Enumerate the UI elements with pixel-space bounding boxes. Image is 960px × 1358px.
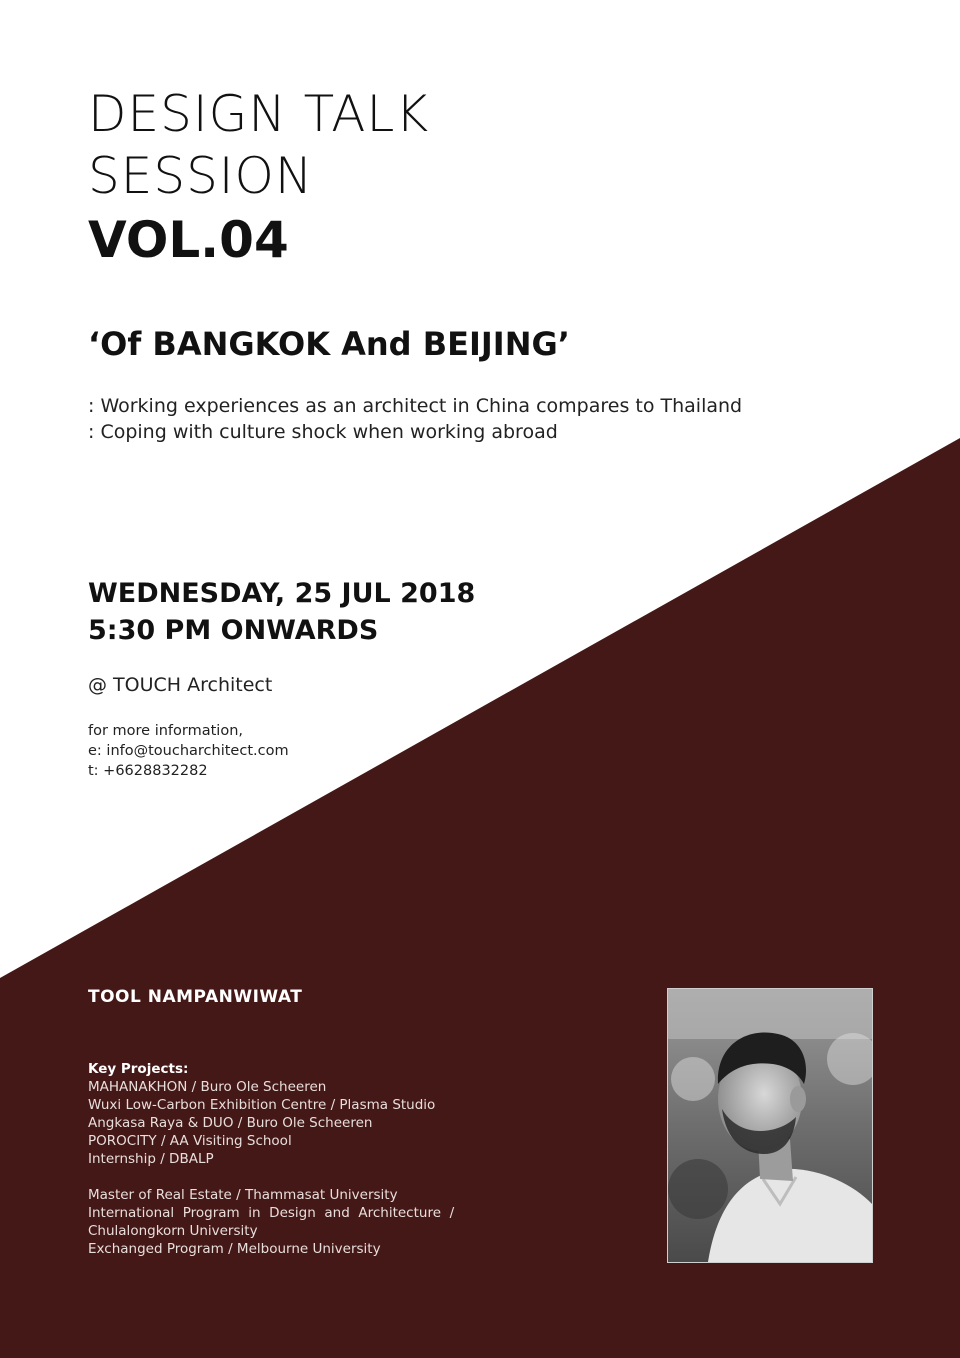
key-projects-heading: Key Projects:	[88, 1061, 189, 1077]
topic-item-1: : Working experiences as an architect in China compares to Thailand	[88, 395, 743, 417]
volume-label: VOL.04	[88, 211, 289, 269]
topic-item-2: : Coping with culture shock when working abroad	[88, 421, 558, 443]
education-item: Chulalongkorn University	[88, 1223, 258, 1239]
event-venue: @ TOUCH Architect	[88, 674, 273, 696]
project-item: POROCITY / AA Visiting School	[88, 1133, 292, 1149]
speaker-photo	[667, 988, 873, 1263]
talk-subtitle: ‘Of BANGKOK And BEIJING’	[88, 325, 570, 363]
project-item: MAHANAKHON / Buro Ole Scheeren	[88, 1079, 327, 1095]
education-item: Exchanged Program / Melbourne University	[88, 1241, 381, 1257]
contact-phone[interactable]: t: +6628832282	[88, 763, 208, 779]
title-line-2: SESSION	[88, 147, 314, 205]
education-item: Master of Real Estate / Thammasat University	[88, 1187, 398, 1203]
contact-email[interactable]: e: info@toucharchitect.com	[88, 743, 289, 759]
education-item: International Program in Design and Architecture /	[88, 1205, 455, 1221]
speaker-portrait-illustration	[668, 989, 872, 1262]
project-item: Wuxi Low-Carbon Exhibition Centre / Plasma Studio	[88, 1097, 436, 1113]
event-date: WEDNESDAY, 25 JUL 2018	[88, 578, 476, 609]
speaker-name: TOOL NAMPANWIWAT	[88, 987, 303, 1007]
contact-intro: for more information,	[88, 723, 244, 739]
event-time: 5:30 PM ONWARDS	[88, 615, 379, 646]
title-line-1: DESIGN TALK	[88, 85, 430, 143]
project-item: Internship / DBALP	[88, 1151, 214, 1167]
project-item: Angkasa Raya & DUO / Buro Ole Scheeren	[88, 1115, 373, 1131]
